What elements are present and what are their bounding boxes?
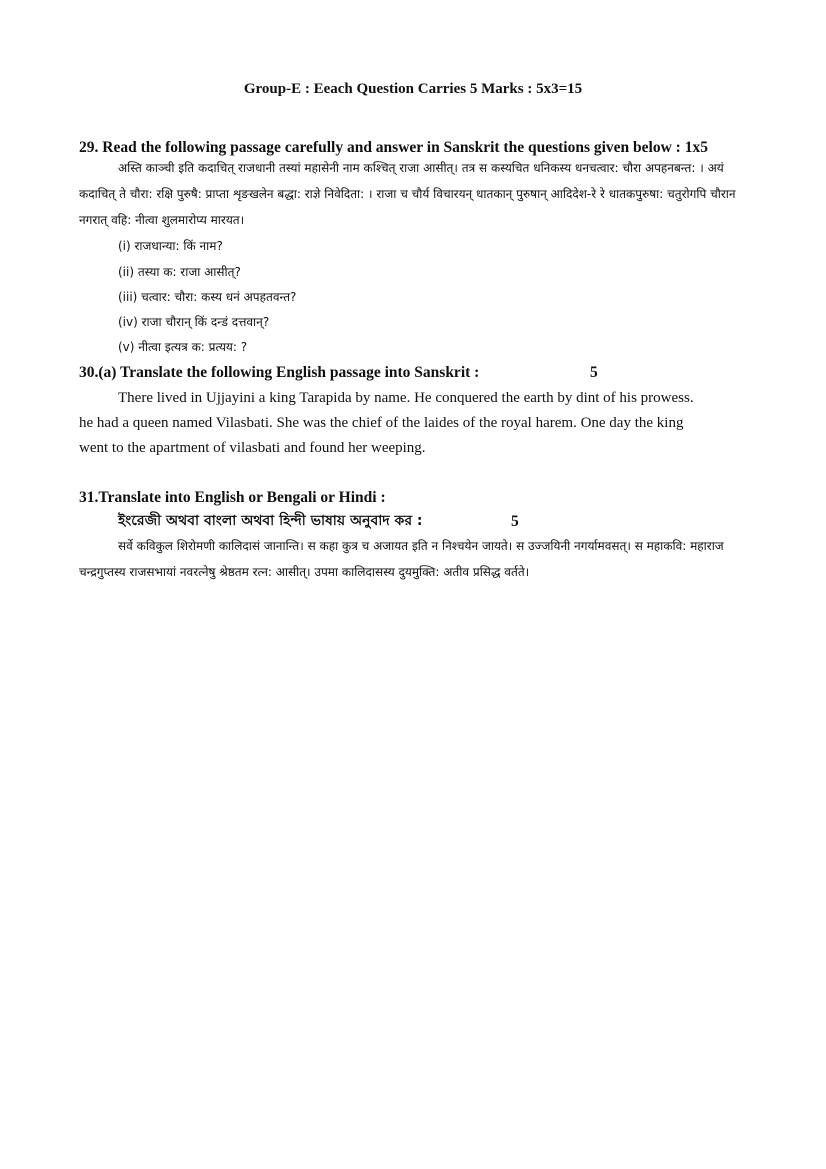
q30-passage-line: There lived in Ujjayini a king Tarapida by name. He conquered the earth by dint of his prowess. — [118, 390, 694, 406]
q29-question: (iii) चत्वार: चौरा: कस्य धनं अपहतवन्त? — [118, 290, 297, 304]
q30-passage-line: went to the apartment of vilasbati and found her weeping. — [79, 440, 426, 456]
q31-marks: 5 — [511, 513, 519, 530]
q29-question: (iv) राजा चौरान् किं दन्डं दत्तवान्? — [118, 315, 270, 329]
q31-passage-line: सर्वे कविकुल शिरोमणी कालिदासं जानान्ति। स कहा कुत्र च अजायत इति न निश्चयेन जायते। स उज्जयिनी नगर्यामवसत्। स महाकवि: महाराज — [118, 539, 724, 553]
q30-passage-line: he had a queen named Vilasbati. She was the chief of the laides of the royal harem. One day the king — [79, 415, 684, 431]
q29-question: (ii) तस्या क: राजा आसीत्? — [118, 265, 241, 279]
q29-passage-line: अस्ति काञ्ची इति कदाचित् राजधानी तस्यां महासेनी नाम कश्चित् राजा आसीत्। तत्र स कस्यचित धनिकस्य धनचत्वार: चौरा अपहनबन्त: । अयं — [118, 161, 724, 175]
group-title: Group-E : Eeach Question Carries 5 Marks : 5x3=15 — [243, 81, 583, 97]
q29-passage-line: कदाचित् ते चौरा: रक्षि पुरुषै: प्राप्ता शृङखलेन बद्धा: राज्ञे निवेदिता: । राजा च चौर्य विचारयन् धातकान् पुरुषान् आदिदेश-रे रे धातकपुरुषा: चतुरोगपि चौरान — [79, 187, 736, 201]
q29-heading: 29. Read the following passage carefully and answer in Sanskrit the questions given below : 1x5 — [79, 139, 708, 156]
q30-marks: 5 — [590, 364, 598, 381]
q29-question: (v) नीत्वा इत्यत्र क: प्रत्यय: ? — [118, 340, 248, 354]
q31-heading: 31.Translate into English or Bengali or Hindi : — [79, 489, 386, 506]
q29-passage-line: नगरात् वहि: नीत्वा शुलमारोप्य मारयत। — [79, 213, 245, 227]
q31-passage-line: चन्द्रगुप्तस्य राजसभायां नवरत्नेषु श्रेष्ठतम रत्न: आसीत्। उपमा कालिदासस्य दुयमुक्ति: अतीव प्रसिद्ध वर्तते। — [79, 565, 530, 579]
q31-bengali-instruction: ইংরেজী অথবা বাংলা অথবা হিন্দী ভাষায় অনুবাদ কর : — [118, 513, 423, 529]
q30-heading: 30.(a) Translate the following English passage into Sanskrit : — [79, 364, 480, 381]
q29-question: (i) राजधान्या: किं नाम? — [118, 239, 223, 253]
